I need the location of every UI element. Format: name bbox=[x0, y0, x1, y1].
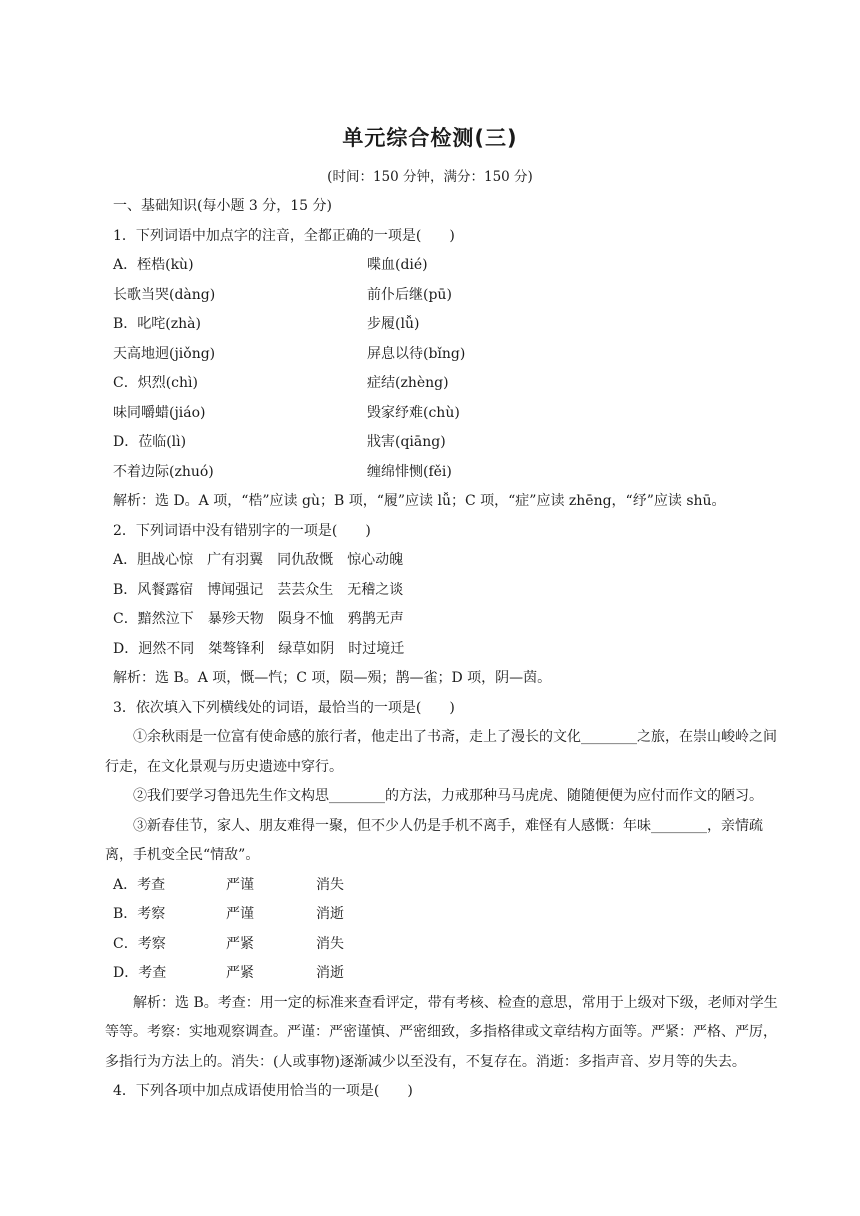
question-3-stem: 3．依次填入下列横线处的词语，最恰当的一项是( ) bbox=[113, 699, 455, 716]
option-cell: 味同嚼蜡(jiáo) bbox=[113, 404, 206, 421]
option-cell: 喋血(dié) bbox=[367, 257, 428, 273]
option-cell: 长歌当哭(dàng) bbox=[113, 286, 216, 303]
question-2-analysis: 解析：选 B。A 项，慨—忾；C 项，陨—殒；鹊—雀；D 项，阴—茵。 bbox=[113, 670, 552, 686]
question-3-sentence-1: ①余秋雨是一位富有使命感的旅行者，他走出了书斋，走上了漫长的文化________之旅，在崇山峻岭之间行走，在文化景观与历史遗迹中穿行。 bbox=[105, 729, 777, 775]
option-row bbox=[113, 251, 753, 281]
page-title: 单元综合检测(三) bbox=[342, 126, 518, 150]
option-cell: 缠绵悱恻(fěi) bbox=[367, 463, 452, 480]
question-3-options bbox=[113, 871, 753, 989]
option-cell: 严紧 bbox=[226, 935, 254, 952]
option-row bbox=[113, 399, 753, 429]
option-row bbox=[113, 281, 753, 311]
document-body bbox=[105, 192, 778, 1107]
option-cell: 严谨 bbox=[226, 876, 254, 893]
question-2-stem: 2．下列词语中没有错别字的一项是( ) bbox=[113, 522, 371, 539]
option-cell: 严紧 bbox=[226, 965, 254, 981]
question-4-stem: 4．下列各项中加点成语使用恰当的一项是( ) bbox=[113, 1083, 413, 1099]
section-heading: 一、基础知识(每小题 3 分，15 分) bbox=[113, 198, 332, 214]
option-row bbox=[113, 900, 753, 930]
option-cell: D．考查 bbox=[113, 965, 167, 981]
option-cell: A．考查 bbox=[113, 876, 166, 893]
question-2-option-b: B．风餐露宿 博闻强记 芸芸众生 无稽之谈 bbox=[113, 581, 404, 598]
option-cell: 严谨 bbox=[226, 906, 254, 922]
question-1-stem: 1．下列词语中加点字的注音，全都正确的一项是( ) bbox=[113, 227, 455, 244]
option-row bbox=[113, 310, 753, 340]
option-row bbox=[113, 369, 753, 399]
question-2-option-d: D．迥然不同 桀骜锋利 绿草如阴 时过境迁 bbox=[113, 640, 405, 657]
question-2-option-a: A．胆战心惊 广有羽翼 同仇敌慨 惊心动魄 bbox=[113, 552, 404, 568]
option-cell: 消失 bbox=[316, 935, 344, 952]
option-row bbox=[113, 340, 753, 370]
option-cell: 毁家纾难(chù) bbox=[367, 404, 460, 421]
option-cell: B．考察 bbox=[113, 906, 166, 922]
option-cell: 症结(zhèng) bbox=[367, 375, 449, 391]
option-cell: C．考察 bbox=[113, 935, 166, 952]
question-1-analysis: 解析：选 D。A 项，“梏”应读 gù；B 项，“履”应读 lǚ；C 项，“症”应读 zhēng，“纾”应读 shū。 bbox=[113, 493, 726, 509]
page-subtitle: (时间：150 分钟，满分：150 分) bbox=[327, 169, 533, 185]
option-cell: 消逝 bbox=[316, 906, 344, 922]
option-cell: 消逝 bbox=[316, 965, 344, 981]
option-cell: 消失 bbox=[316, 876, 344, 893]
question-3-analysis: 解析：选 B。考查：用一定的标准来查看评定，带有考核、检查的意思，常用于上级对下级，老师对学生等等。考察：实地观察调查。严谨：严密谨慎、严密细致，多指格律或文章结构方面等。严紧：严格、严厉，多指行为方法上的。消失：(人或事物)逐渐减少以至没有，不复存在。消逝：多指声音、岁月等的失去。 bbox=[105, 994, 778, 1070]
option-cell: 前仆后继(pū) bbox=[367, 286, 452, 303]
option-cell: C．炽烈(chì) bbox=[113, 375, 198, 391]
option-row bbox=[113, 930, 753, 960]
option-cell: 不着边际(zhuó) bbox=[113, 463, 214, 480]
question-3-sentence-3: ③新春佳节，家人、朋友难得一聚，但不少人仍是手机不离手，难怪有人感慨：年味________，亲情疏离，手机变全民“情敌”。 bbox=[105, 817, 763, 863]
option-cell: 屏息以待(bǐng) bbox=[367, 345, 466, 362]
option-row bbox=[113, 458, 753, 488]
option-cell: A．桎梏(kù) bbox=[113, 257, 194, 273]
option-cell: D．莅临(lì) bbox=[113, 434, 187, 450]
option-row bbox=[113, 428, 753, 458]
option-cell: 戕害(qiāng) bbox=[367, 434, 446, 450]
option-cell: 步履(lǚ) bbox=[367, 316, 420, 332]
option-row bbox=[113, 871, 753, 901]
option-cell: B．叱咤(zhà) bbox=[113, 316, 201, 332]
option-cell: 天高地迥(jiǒng) bbox=[113, 345, 216, 362]
question-1-options bbox=[113, 251, 753, 487]
option-row bbox=[113, 959, 753, 989]
question-2-option-c: C．黯然泣下 暴殄天物 陨身不恤 鸦鹊无声 bbox=[113, 611, 404, 627]
question-3-sentence-2: ②我们要学习鲁迅先生作文构思________的方法，力戒那种马马虎虎、随随便便为应付而作文的陋习。 bbox=[133, 788, 763, 804]
